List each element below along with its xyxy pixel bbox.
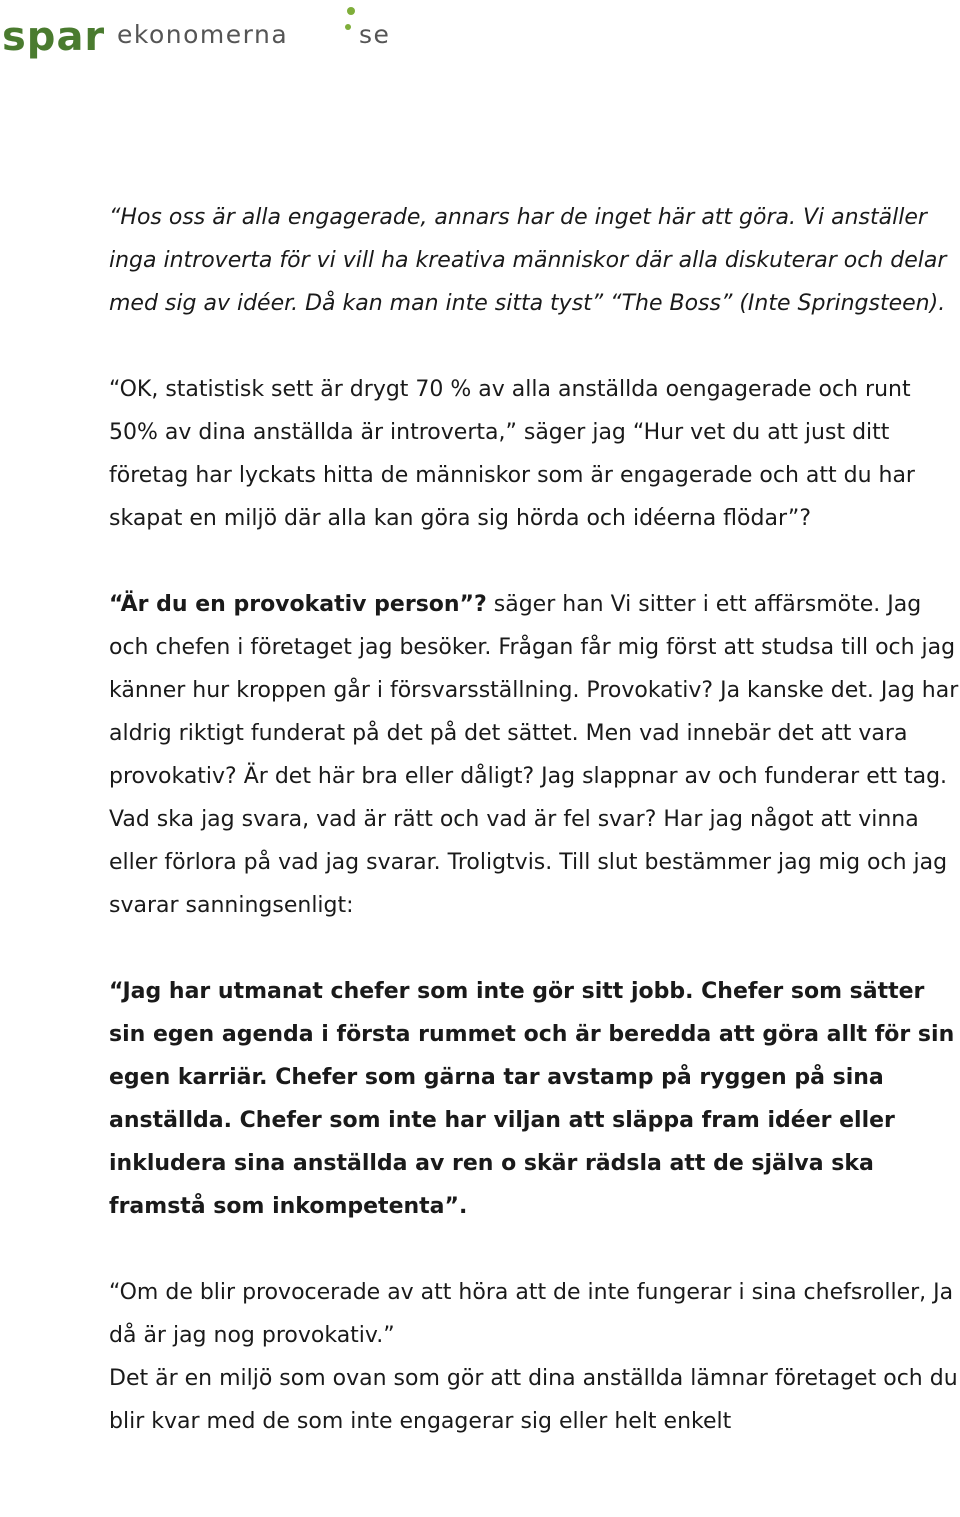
paragraph-quote-boss: “Hos oss är alla engagerade, annars har de inget här att göra. Vi anställer inga introverta för vi vill ha kreativa människor där alla diskuterar och delar med sig av idéer. Då kan man inte sitta tyst” “The Boss” (Inte Springsteen). [109, 205, 947, 316]
question-bold-text: “Är du en provokativ person”? [109, 592, 487, 617]
paragraph-provoked-quote: “Om de blir provocerade av att höra att de inte fungerar i sina chefsroller, Ja då är jag nog provokativ.” [109, 1280, 954, 1348]
article-body [109, 196, 960, 1443]
question-rest-text: säger han Vi sitter i ett affärsmöte. Jag och chefen i företaget jag besöker. Frågan får mig först att studsa till och jag känner hur kroppen går i försvarsställning. Provokativ? Ja kanske det. Jag har aldrig riktigt funderat på det på det sättet. Men vad innebär det att vara provokativ? Är det här bra eller dåligt? Jag slappnar av och funderar ett tag. Vad ska jag svara, vad är rätt och vad är fel svar? Har jag något att vinna eller förlora på vad jag svarar. Troligtvis. Till slut bestämmer jag mig och jag svarar sanningsenligt: [109, 592, 959, 918]
paragraph-environment: Det är en miljö som ovan som gör att dina anställda lämnar företaget och du blir kvar med de som inte engagerar sig eller helt enkelt [109, 1366, 958, 1434]
logo-dot-small-icon [345, 24, 351, 30]
paragraph-statistics: “OK, statistisk sett är drygt 70 % av alla anställda oengagerade och runt 50% av dina anställda är introverta,” säger jag “Hur vet du att just ditt företag har lyckats hitta de människor som är engagerade och att du har skapat en miljö där alla kan göra sig hörda och idéerna flödar”? [109, 377, 915, 531]
logo-brand-text: spar [2, 14, 106, 60]
logo-dot-icon [347, 7, 355, 15]
logo-graphic [0, 0, 400, 60]
answer-bold-text: “Jag har utmanat chefer som inte gör sitt jobb. Chefer som sätter sin egen agenda i första rummet och är beredda att göra allt för sin egen karriär. Chefer som gärna tar avstamp på ryggen på sina anställda. Chefer som inte har viljan att släppa fram idéer eller inkludera sina anställda av ren o skär rädsla att de själva ska framstå som inkompetenta”. [109, 979, 955, 1219]
site-logo[interactable] [0, 0, 400, 60]
logo-domain-text: ekonomerna [117, 20, 289, 49]
paragraph-provocative-question [109, 583, 960, 927]
paragraph-answer-bold [109, 970, 960, 1228]
logo-tld-text: se [359, 20, 391, 49]
